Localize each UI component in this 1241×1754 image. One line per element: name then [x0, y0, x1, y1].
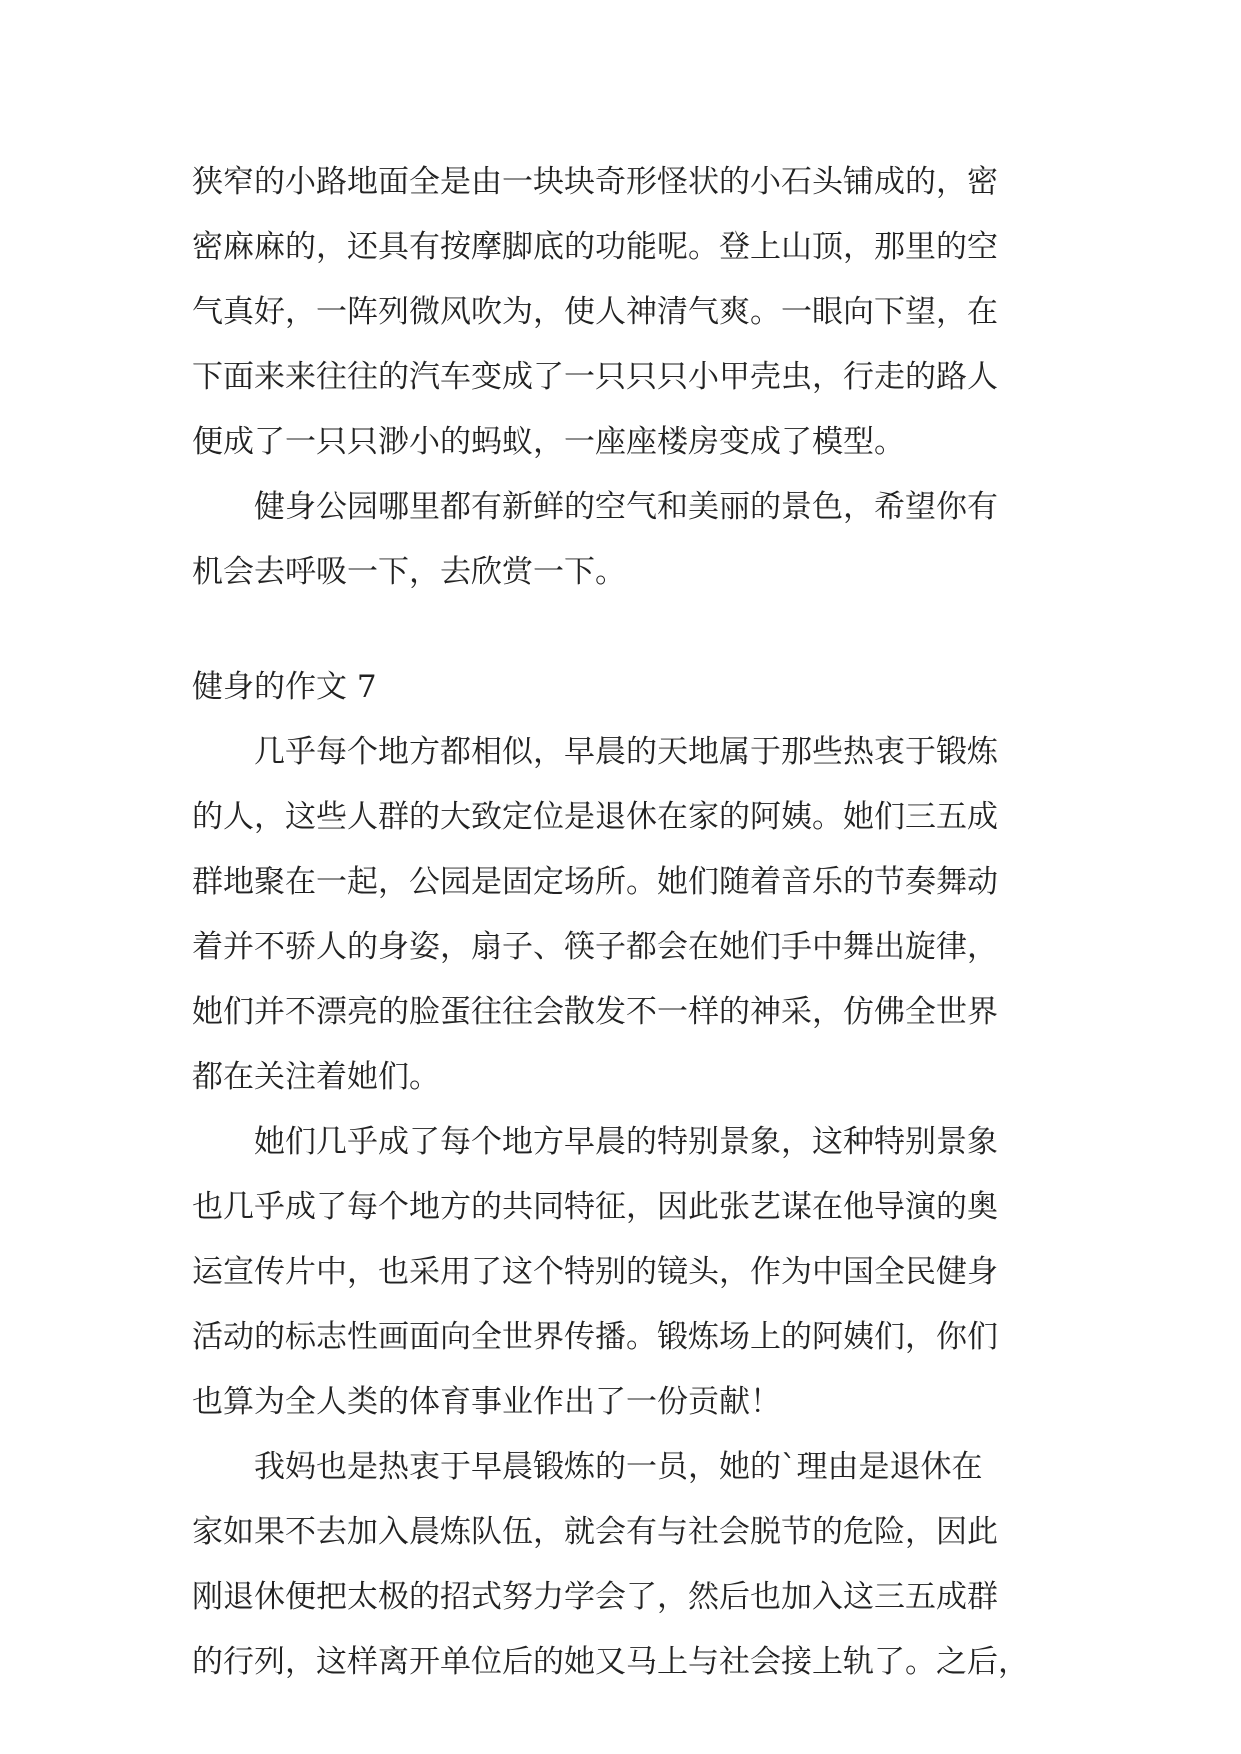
text-line: 几乎每个地方都相似，早晨的天地属于那些热衷于锻炼	[254, 734, 998, 770]
text-line: 气真好，一阵列微风吹为，使人神清气爽。一眼向下望，在	[192, 294, 998, 330]
text-line: 都在关注着她们。	[192, 1059, 440, 1095]
text-line: 家如果不去加入晨炼队伍，就会有与社会脱节的危险，因此	[192, 1514, 998, 1550]
text-line: 活动的标志性画面向全世界传播。锻炼场上的阿姨们，你们	[192, 1319, 998, 1355]
text-line: 着并不骄人的身姿，扇子、筷子都会在她们手中舞出旋律，	[192, 929, 998, 965]
text-line: 下面来来往往的汽车变成了一只只只小甲壳虫，行走的路人	[192, 359, 998, 395]
section-title: 健身的作文 7	[192, 669, 377, 705]
paragraph-my-mother	[192, 1435, 1060, 1695]
text-line: 她们几乎成了每个地方早晨的特别景象，这种特别景象	[254, 1124, 998, 1160]
text-line: 便成了一只只渺小的蚂蚁，一座座楼房变成了模型。	[192, 424, 905, 460]
document-body	[192, 150, 1060, 1695]
text-line: 刚退休便把太极的招式努力学会了，然后也加入这三五成群	[192, 1579, 998, 1615]
paragraph-park-path	[192, 150, 1060, 475]
text-line: 的行列，这样离开单位后的她又马上与社会接上轨了。之后，	[192, 1644, 1029, 1680]
text-line: 密麻麻的，还具有按摩脚底的功能呢。登上山顶，那里的空	[192, 229, 998, 265]
text-line: 的人，这些人群的大致定位是退休在家的阿姨。她们三五成	[192, 799, 998, 835]
text-line: 健身公园哪里都有新鲜的空气和美丽的景色，希望你有	[254, 489, 998, 525]
paragraph-olympic-promo	[192, 1110, 1060, 1435]
text-line: 也算为全人类的体育事业作出了一份贡献！	[192, 1384, 781, 1420]
paragraph-morning-exercise	[192, 720, 1060, 1110]
text-line: 也几乎成了每个地方的共同特征，因此张艺谋在他导演的奥	[192, 1189, 998, 1225]
section-gap	[192, 605, 1060, 655]
text-line: 狭窄的小路地面全是由一块块奇形怪状的小石头铺成的，密	[192, 164, 998, 200]
text-line: 她们并不漂亮的脸蛋往往会散发不一样的神采，仿佛全世界	[192, 994, 998, 1030]
text-line: 群地聚在一起，公园是固定场所。她们随着音乐的节奏舞动	[192, 864, 998, 900]
text-line: 运宣传片中，也采用了这个特别的镜头，作为中国全民健身	[192, 1254, 998, 1290]
text-line: 机会去呼吸一下，去欣赏一下。	[192, 554, 626, 590]
text-line: 我妈也是热衷于早晨锻炼的一员，她的`理由是退休在	[254, 1449, 983, 1485]
paragraph-park-conclusion	[192, 475, 1060, 605]
